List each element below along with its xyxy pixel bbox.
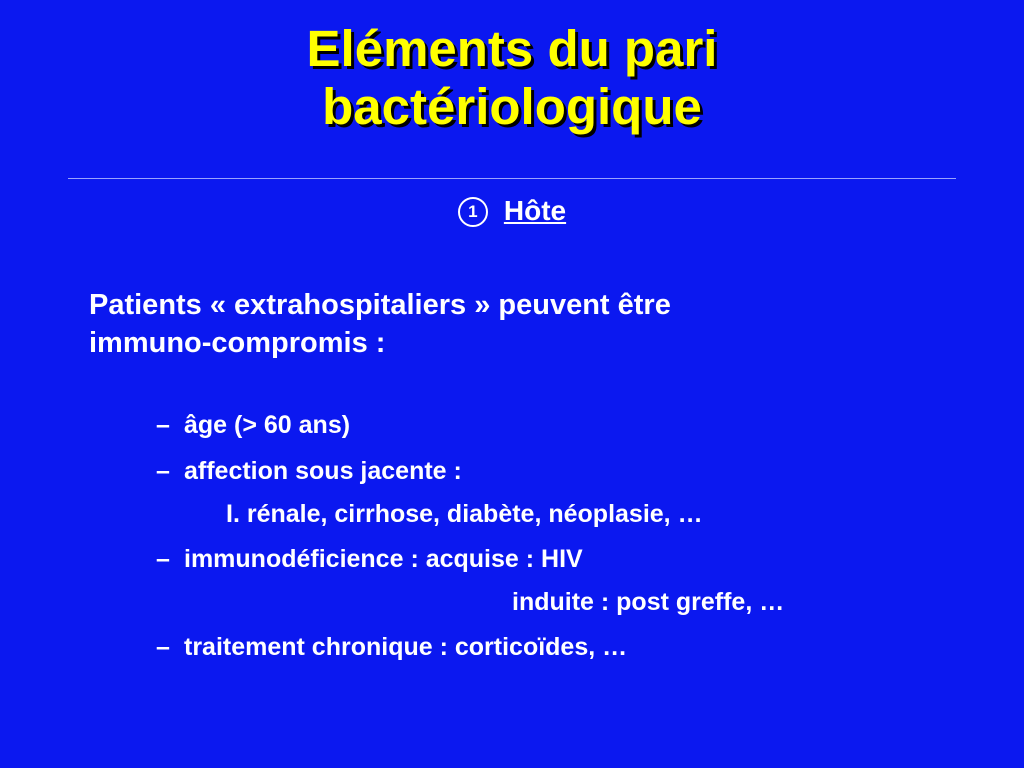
bullet-list — [156, 403, 976, 671]
bullet-text: âge (> 60 ans) — [184, 411, 351, 439]
dash-bullet-icon: – — [156, 457, 170, 485]
section-heading-label: Hôte — [503, 195, 567, 226]
dash-bullet-icon: – — [156, 411, 170, 439]
title-divider — [68, 178, 956, 179]
intro-paragraph — [89, 286, 969, 362]
circled-number-icon: 1 — [458, 197, 488, 227]
bullet-item — [156, 537, 976, 623]
bullet-item — [156, 403, 976, 447]
bullet-continuation: induite : post greffe, … — [512, 588, 785, 616]
section-heading — [0, 193, 1024, 229]
bullet-item — [156, 625, 976, 669]
intro-line-1: Patients « extrahospitaliers » peuvent être — [89, 289, 671, 321]
bullet-text: affection sous jacente : — [184, 457, 462, 485]
slide-title — [70, 20, 954, 136]
bullet-item — [156, 449, 976, 535]
bullet-text: traitement chronique : corticoïdes, … — [184, 633, 628, 661]
dash-bullet-icon: – — [156, 545, 170, 573]
title-line-1: Eléments du pari — [306, 20, 718, 77]
dash-bullet-icon: – — [156, 633, 170, 661]
intro-line-2: immuno-compromis : — [89, 327, 386, 359]
title-line-2: bactériologique — [322, 78, 702, 135]
bullet-continuation: I. rénale, cirrhose, diabète, néoplasie, … — [226, 500, 703, 528]
bullet-text: immunodéficience : acquise : HIV — [184, 545, 583, 573]
